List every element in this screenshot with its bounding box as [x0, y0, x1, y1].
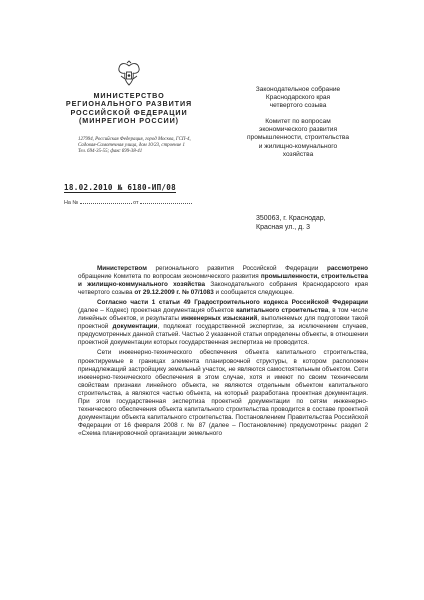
paragraph-2: [78, 299, 368, 347]
sender-address-line: 127994, Российская Федерация, город Москва, ГСП-4,: [78, 137, 191, 142]
ministry-name-line: РОССИЙСКОЙ ФЕДЕРАЦИИ: [70, 107, 188, 117]
recipient-address-line: Красная ул., д. 3: [256, 223, 310, 231]
outgoing-reference: [64, 183, 216, 193]
paragraph-3: Сети инженерно-технического обеспечения объекта капитального строительства, проектируемые в границах элемента планировочной структуры, в котором расположен принадлежащий застройщику земельный участок, не являются самостоятельным объектом. Сети инженерно-технического обеспечения в этом случае, хотя и имеют по своим техническим свойствам признаки линейного объекта, не являются отдельным объектом капитального строительства, а являются частью объекта, на который разработана проектная документация. При этом государственная экспертиза проектной документации по сетям инженерно-технического обеспечения объекта капитального строительства проводится в составе проектной документации объекта капитального строительства. Постановлением Правительства Российской Федерации от 16 февраля 2008 г. № 87 (далее – Постановление) предусмотрены: раздел 2 «Схема планировочной организации земельного: [78, 349, 368, 437]
ref-no-label: На №: [64, 200, 79, 206]
ref-from-blank: [140, 199, 192, 204]
sender-header: [54, 60, 204, 126]
bold-text: документации: [112, 323, 158, 331]
ref-no-blank: [80, 199, 132, 204]
bold-text: инженерных изысканий: [181, 315, 258, 323]
committee-line: экономического развития: [258, 126, 338, 134]
committee-line: промышленности, строительства: [246, 134, 350, 142]
bold-text: Согласно части 1 статьи 49 Градостроительного кодекса Российской Федерации: [97, 299, 368, 307]
paragraph-1: [78, 265, 368, 297]
incoming-reference: [64, 199, 214, 206]
recipient-line: четвертого созыва: [269, 102, 327, 110]
sender-address-line: Садовая-Самотечная улица, дом 10/23, строение 1: [78, 143, 185, 149]
bold-text: рассмотрено: [326, 265, 368, 272]
sender-phone-line: Тел. 694-35-55; факс 699-38-41: [78, 149, 143, 155]
body-text: , в том числе линейных объектов, и результаты: [78, 307, 368, 323]
reference-number: 18.02.2010 № 6180-ИП/08: [64, 183, 177, 192]
body-text: и сообщается следующее.: [213, 289, 294, 297]
ministry-name-line: РЕГИОНАЛЬНОГО РАЗВИТИЯ: [65, 99, 193, 109]
body-text: обращение Комитета по вопросам экономического развития: [78, 273, 261, 281]
ministry-short-name: (МИНРЕГИОН РОССИИ): [79, 116, 179, 126]
body-text: (далее – Кодекс) проектная документация объектов: [78, 307, 237, 315]
recipient-line: Краснодарского края: [265, 94, 331, 102]
committee-line: и жилищно-комунального: [258, 142, 338, 150]
ref-from-label: от: [133, 200, 139, 206]
body-text: , подлежат государственной экспертизе, за исключением случаев, предусмотренных данной статьей. Частью 2 указанной статьи определены объекты, в отношении проектной документации которых государственная экспертиза не проводится.: [78, 323, 368, 347]
body-text: регионального развития Российской Федерации: [146, 265, 327, 272]
body-text: , выполняемых для подготовки такой проектной: [78, 315, 369, 331]
coat-of-arms-icon: [116, 60, 142, 88]
committee-line: Комитет по вопросам: [265, 118, 331, 126]
bold-text: Министерством: [97, 265, 147, 272]
recipient-address: [256, 215, 366, 233]
recipient-line: Законодательное собрание: [255, 86, 341, 93]
bold-text: капитального строительства: [236, 307, 329, 315]
sender-address: [78, 137, 210, 156]
ministry-name-line: МИНИСТЕРСТВО: [93, 91, 165, 100]
bold-text: от 29.12.2009 г. № 07/1083: [134, 289, 214, 297]
body-text: Законодательного собрания Краснодарского края четвертого созыва: [78, 281, 368, 297]
recipient-header: [224, 86, 372, 159]
recipient-address-line: 350063, г. Краснодар,: [256, 215, 326, 222]
committee-line: хозяйства: [282, 150, 314, 158]
bold-text: промышленности, строительства и жилищно-коммунального хозяйства: [78, 273, 368, 289]
letter-body: [78, 265, 368, 439]
